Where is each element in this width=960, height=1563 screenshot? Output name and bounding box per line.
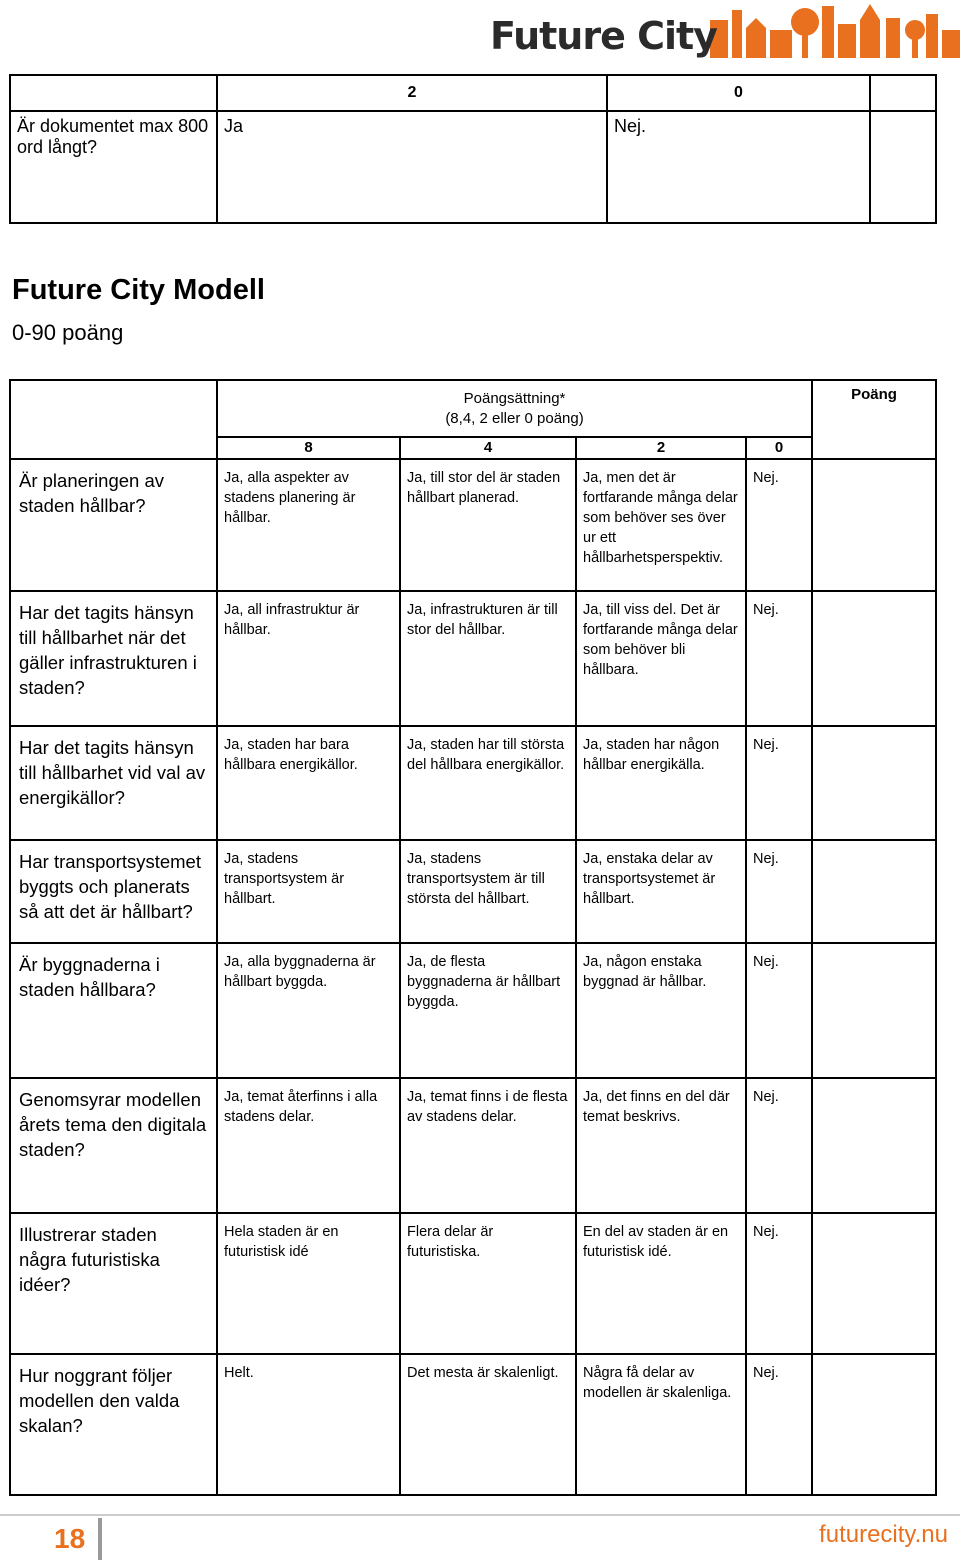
score-8-cell: Ja, alla aspekter av stadens planering är hållbar.	[217, 459, 400, 591]
points-cell	[812, 840, 936, 943]
question-cell: Hur noggrant följer modellen den valda skalan?	[10, 1354, 217, 1495]
question-word-limit: Är dokumentet max 800 ord långt?	[10, 111, 217, 223]
score-8-cell: Ja, stadens transportsystem är hållbart.	[217, 840, 400, 943]
score-2-cell: Ja, enstaka delar av transportsystemet är hållbart.	[576, 840, 746, 943]
points-cell	[812, 943, 936, 1078]
question-cell: Är planeringen av staden hållbar?	[10, 459, 217, 591]
table-row	[10, 943, 936, 1078]
score-0: 0	[746, 437, 812, 459]
table-row	[10, 1078, 936, 1213]
city-skyline-icon	[710, 0, 960, 58]
score-8-cell: Ja, temat återfinns i alla stadens delar.	[217, 1078, 400, 1213]
question-cell: Är byggnaderna i staden hållbara?	[10, 943, 217, 1078]
question-cell: Har transportsystemet byggts och planerats så att det är hållbart?	[10, 840, 217, 943]
header-empty	[10, 75, 217, 111]
table-row	[10, 1354, 936, 1495]
score-2-cell: Ja, men det är fortfarande många delar som behöver ses över ur ett hållbarhetsperspektiv.	[576, 459, 746, 591]
score-4-cell: Ja, infrastrukturen är till stor del hållbar.	[400, 591, 576, 726]
score-2-cell: Några få delar av modellen är skalenliga.	[576, 1354, 746, 1495]
score-2-cell: En del av staden är en futuristisk idé.	[576, 1213, 746, 1354]
points-cell	[812, 1213, 936, 1354]
score-8-cell: Hela staden är en futuristisk idé	[217, 1213, 400, 1354]
score-8-cell: Ja, all infrastruktur är hållbar.	[217, 591, 400, 726]
score-2-cell: Ja, till viss del. Det är fortfarande många delar som behöver bli hållbara.	[576, 591, 746, 726]
score-0-cell: Nej.	[746, 840, 812, 943]
score-2-cell: Ja, det finns en del där temat beskrivs.	[576, 1078, 746, 1213]
page-subtitle: 0-90 poäng	[12, 320, 124, 345]
table-row	[10, 840, 936, 943]
scoring-header-title: Poängsättning*	[463, 389, 566, 407]
logo-text: Future City	[490, 14, 717, 58]
future-city-logo	[470, 0, 960, 62]
table-row	[10, 1213, 936, 1354]
score-0-cell: Nej.	[746, 1354, 812, 1495]
points-cell	[812, 1078, 936, 1213]
header-points-empty	[870, 75, 936, 111]
table-row	[10, 459, 936, 591]
points-cell	[870, 111, 936, 223]
footer-divider	[0, 1514, 960, 1516]
points-header: Poäng	[812, 380, 936, 459]
score-0-cell: Nej.	[746, 1213, 812, 1354]
score-4-cell: Det mesta är skalenligt.	[400, 1354, 576, 1495]
score-4-cell: Ja, till stor del är staden hållbart planerad.	[400, 459, 576, 591]
score-4-cell: Ja, staden har till största del hållbara energikällor.	[400, 726, 576, 840]
question-cell: Genomsyrar modellen årets tema den digitala staden?	[10, 1078, 217, 1213]
score-2: 2	[576, 437, 746, 459]
scoring-header-sub: (8,4, 2 eller 0 poäng)	[445, 409, 584, 427]
page-title: Future City Modell	[12, 274, 265, 306]
points-cell	[812, 1354, 936, 1495]
answer-yes: Ja	[217, 111, 607, 223]
scoring-table	[9, 379, 937, 1496]
footer-website: futurecity.nu	[819, 1521, 948, 1548]
score-8-cell: Ja, staden har bara hållbara energikällor.	[217, 726, 400, 840]
score-4-cell: Flera delar är futuristiska.	[400, 1213, 576, 1354]
score-4-cell: Ja, de flesta byggnaderna är hållbart byggda.	[400, 943, 576, 1078]
answer-no: Nej.	[607, 111, 870, 223]
question-cell: Har det tagits hänsyn till hållbarhet vid val av energikällor?	[10, 726, 217, 840]
header-blank	[10, 380, 217, 459]
score-2-cell: Ja, staden har någon hållbar energikälla.	[576, 726, 746, 840]
points-cell	[812, 726, 936, 840]
score-2-cell: Ja, någon enstaka byggnad är hållbar.	[576, 943, 746, 1078]
score-4-cell: Ja, temat finns i de flesta av stadens delar.	[400, 1078, 576, 1213]
score-0-cell: Nej.	[746, 943, 812, 1078]
header-score-0: 0	[607, 75, 870, 111]
word-limit-table	[9, 74, 937, 224]
score-0-cell: Nej.	[746, 459, 812, 591]
header-score-2: 2	[217, 75, 607, 111]
scoring-header	[217, 380, 812, 437]
score-8-cell: Ja, alla byggnaderna är hållbart byggda.	[217, 943, 400, 1078]
score-0-cell: Nej.	[746, 1078, 812, 1213]
score-0-cell: Nej.	[746, 591, 812, 726]
points-cell	[812, 459, 936, 591]
question-cell: Har det tagits hänsyn till hållbarhet när det gäller infrastrukturen i staden?	[10, 591, 217, 726]
page-number: 18	[54, 1523, 86, 1554]
score-8-cell: Helt.	[217, 1354, 400, 1495]
table-row	[10, 726, 936, 840]
score-4: 4	[400, 437, 576, 459]
page-number-bar	[98, 1518, 102, 1560]
table-row	[10, 591, 936, 726]
score-0-cell: Nej.	[746, 726, 812, 840]
points-cell	[812, 591, 936, 726]
score-4-cell: Ja, stadens transportsystem är till största del hållbart.	[400, 840, 576, 943]
question-cell: Illustrerar staden några futuristiska idéer?	[10, 1213, 217, 1354]
score-8: 8	[217, 437, 400, 459]
